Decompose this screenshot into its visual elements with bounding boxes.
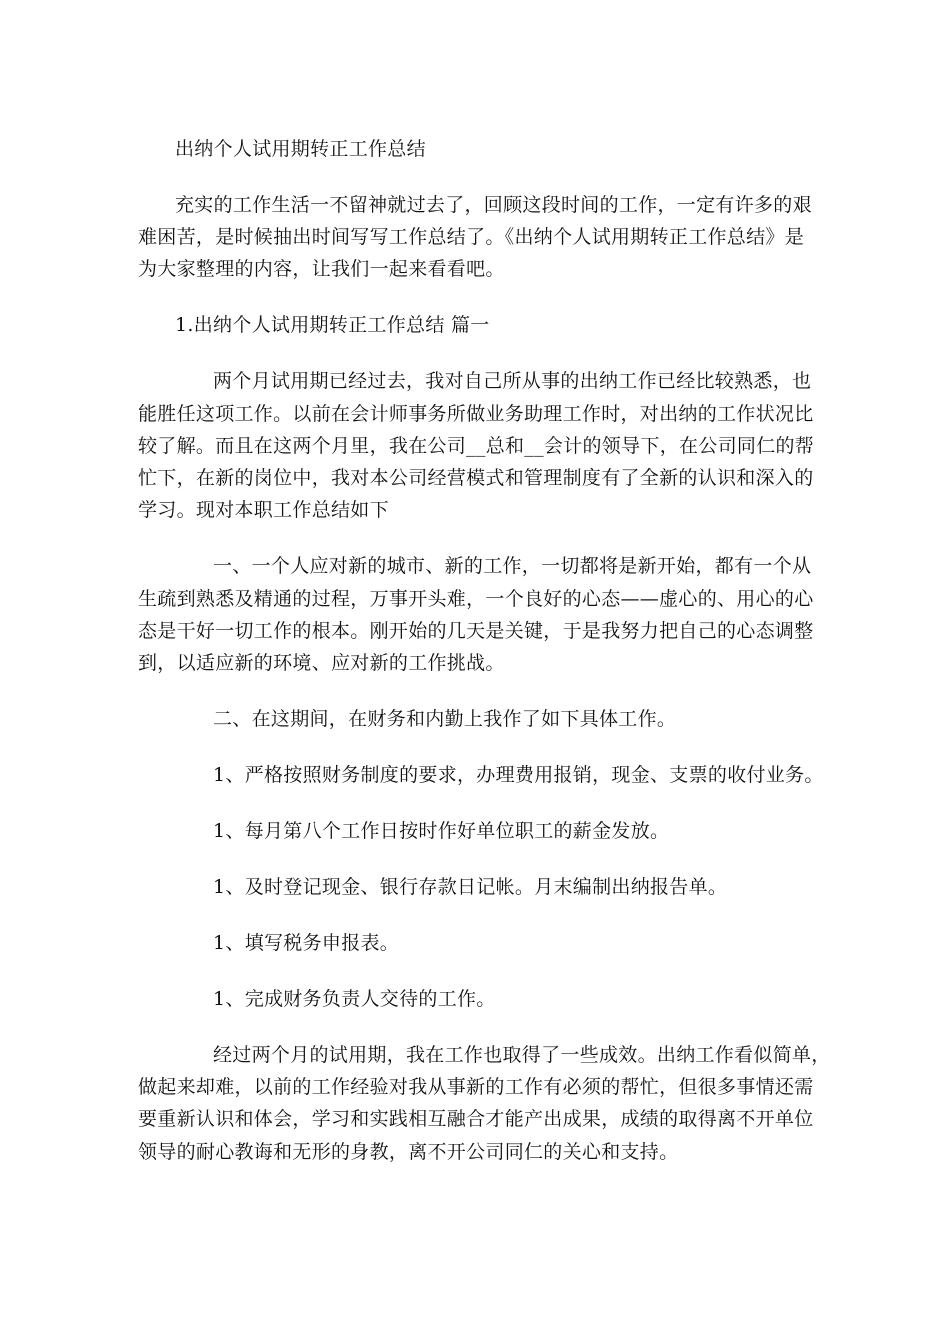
paragraph-line: 做起来却难，以前的工作经验对我从事新的工作有必须的帮忙，但很多事情还需 (138, 1076, 814, 1098)
paragraph-line: 态是干好一切工作的根本。刚开始的几天是关键，于是我努力把自己的心态调整 (138, 620, 814, 642)
list-item: 1、填写税务申报表。 (213, 932, 400, 954)
list-item: 1、严格按照财务制度的要求，办理费用报销，现金、支票的收付业务。 (213, 764, 824, 786)
document-title: 出纳个人试用期转正工作总结 (175, 138, 426, 160)
paragraph-line: 较了解。而且在这两个月里，我在公司__总和__会计的领导下，在公司同仁的帮 (138, 435, 815, 457)
paragraph-line: 学习。现对本职工作总结如下 (138, 499, 389, 521)
subsection-heading: 二、在这期间，在财务和内勤上我作了如下具体工作。 (213, 708, 677, 730)
paragraph-line: 能胜任这项工作。以前在会计师事务所做业务助理工作时，对出纳的工作状况比 (138, 403, 814, 425)
intro-line: 充实的工作生活一不留神就过去了，回顾这段时间的工作，一定有许多的艰 (175, 194, 812, 216)
paragraph-line: 要重新认识和体会，学习和实践相互融合才能产出成果，成绩的取得离不开单位 (138, 1108, 814, 1130)
list-item: 1、完成财务负责人交待的工作。 (213, 988, 496, 1010)
paragraph-line: 领导的耐心教诲和无形的身教，离不开公司同仁的关心和支持。 (138, 1141, 679, 1163)
paragraph-line: 一、一个人应对新的城市、新的工作，一切都将是新开始，都有一个从 (213, 555, 812, 577)
paragraph-line: 生疏到熟悉及精通的过程，万事开头难，一个良好的心态——虚心的、用心的心 (138, 588, 814, 610)
paragraph-line: 两个月试用期已经过去，我对自己所从事的出纳工作已经比较熟悉，也 (213, 370, 812, 392)
paragraph-line: 到，以适应新的环境、应对新的工作挑战。 (138, 652, 505, 674)
paragraph-line: 忙下，在新的岗位中，我对本公司经营模式和管理制度有了全新的认识和深入的 (138, 467, 814, 489)
intro-line: 难困苦，是时候抽出时间写写工作总结了。《出纳个人试用期转正工作总结》是 (138, 226, 805, 248)
list-item: 1、每月第八个工作日按时作好单位职工的薪金发放。 (213, 820, 670, 842)
intro-line: 为大家整理的内容，让我们一起来看看吧。 (138, 258, 505, 280)
section-heading: 1.出纳个人试用期转正工作总结 篇一 (175, 314, 490, 336)
list-item: 1、及时登记现金、银行存款日记帐。月末编制出纳报告单。 (213, 876, 728, 898)
paragraph-line: 经过两个月的试用期，我在工作也取得了一些成效。出纳工作看似简单， (213, 1044, 831, 1066)
